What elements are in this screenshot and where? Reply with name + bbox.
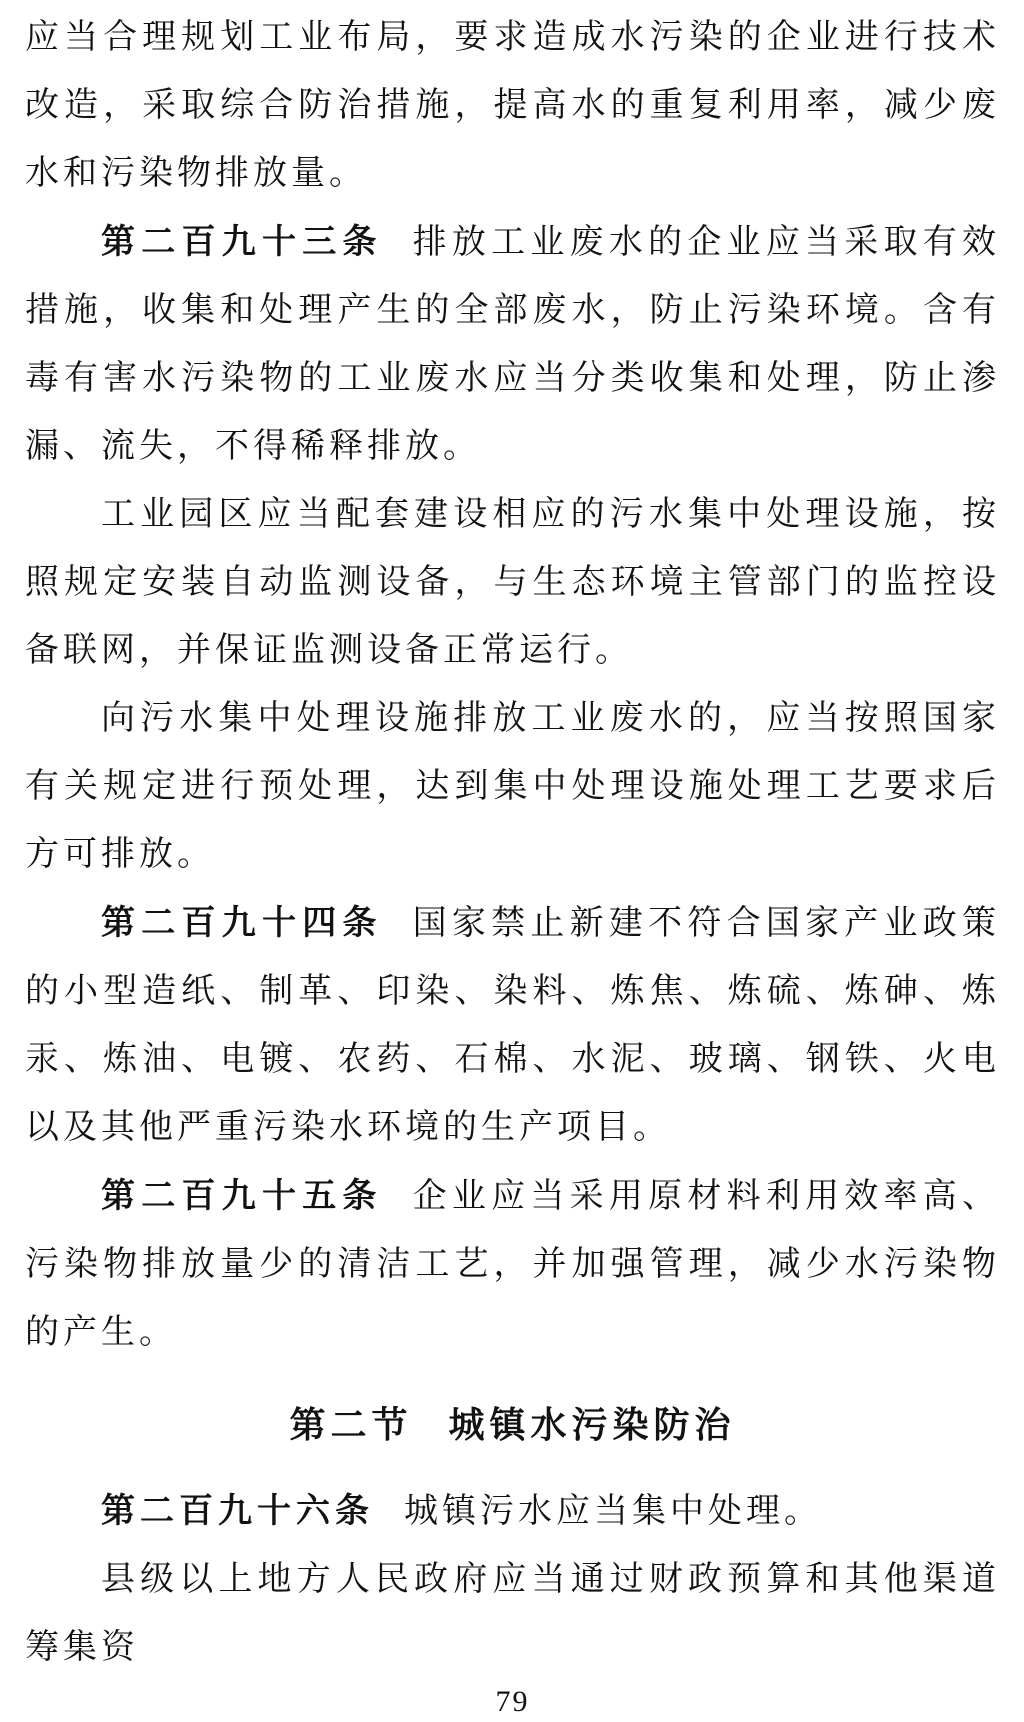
body-paragraph [25,1546,1000,1682]
paragraph-text: 应当合理规划工业布局，要求造成水污染的企业进行技术改造，采取综合防治措施，提高水的重复利用率，减少废水和污染物排放量。 [25,19,1000,192]
article-number: 第二百九十四条 [101,904,383,942]
page-number: 79 [495,1685,530,1718]
section-heading [25,1391,1000,1459]
article-paragraph [25,889,1000,1162]
section-heading-title: 城镇水污染防治 [448,1405,736,1445]
paragraph-text: 企业应当采用原材料利用效率高、污染物排放量少的清洁工艺，并加强管理，减少水污染物的产生。 [25,1178,1001,1351]
article-paragraph [25,208,1000,481]
article-number: 第二百九十六条 [101,1492,374,1530]
paragraph-text: 城镇污水应当集中处理。 [404,1493,822,1530]
article-paragraph [25,1162,1000,1367]
paragraph-text: 向污水集中处理设施排放工业废水的，应当按照国家有关规定进行预处理，达到集中处理设施处理工艺要求后方可排放。 [25,700,1000,873]
article-number: 第二百九十三条 [101,223,383,261]
body-paragraph [25,481,1000,685]
body-paragraph [25,685,1000,889]
paragraph-text: 工业园区应当配套建设相应的污水集中处理设施，按照规定安装自动监测设备，与生态环境主管部门的监控设备联网，并保证监测设备正常运行。 [25,496,1000,669]
body-paragraph [25,4,1000,208]
document-body [25,4,1000,1682]
article-number: 第二百九十五条 [101,1177,383,1215]
paragraph-text: 国家禁止新建不符合国家产业政策的小型造纸、制革、印染、染料、炼焦、炼硫、炼砷、炼汞、炼油、电镀、农药、石棉、水泥、玻璃、钢铁、火电以及其他严重污染水环境的生产项目。 [25,905,1001,1146]
paragraph-text: 排放工业废水的企业应当采取有效措施，收集和处理产生的全部废水，防止污染环境。含有毒有害水污染物的工业废水应当分类收集和处理，防止渗漏、流失，不得稀释排放。 [25,224,1001,465]
section-heading-label: 第二节 [289,1405,413,1445]
article-paragraph [25,1477,1000,1546]
paragraph-text: 县级以上地方人民政府应当通过财政预算和其他渠道筹集资 [25,1561,1000,1666]
